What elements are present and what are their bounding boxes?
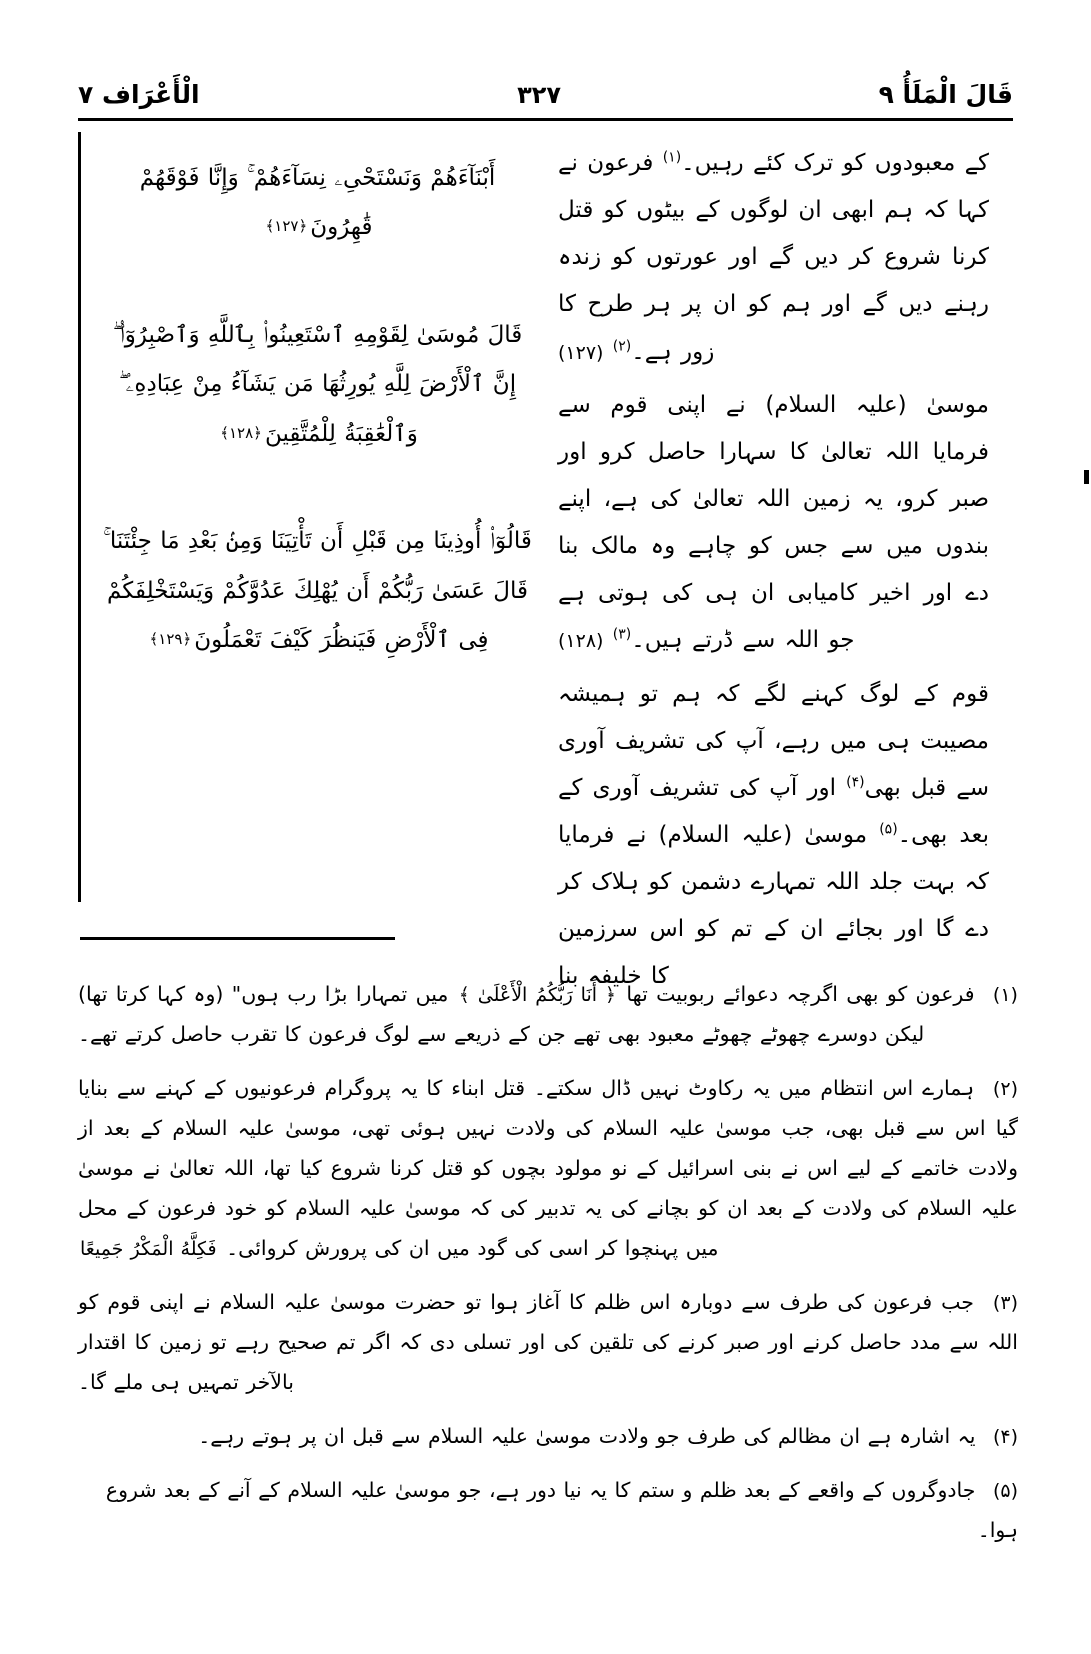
urdu-translation-column [548,132,1013,990]
header-surah-left: الْأَعْرَاف ٧ [78,79,200,109]
footnote-1-quran-quote: ﴿ أَنَا رَبُّكُمُ الْأَعْلَىٰ ﴾ [458,984,617,1006]
ayah-128 [103,311,532,459]
ayah-127-number: ﴿١٢٧﴾ [265,217,308,236]
footnote-4-part1: یہ اشارہ ہے ان مظالم کی طرف جو ولادت موسیٰ علیہ السلام سے قبل ان پر ہوتے رہے۔ [198,1423,976,1448]
urdu-text-b: فرعون نے کہا کہ ہم ابھی ان لوگوں کے بیٹوں کو قتل کرنا شروع کر دیں گے اور عورتوں کو زندہ رہنے دیں گے اور ہم کو ان پر ہر طرح کا زور ہے۔ [558,150,989,365]
urdu-text-e: اور آپ کی تشریف آوری کے بعد بھی۔ [558,774,990,848]
urdu-paragraph-129 [558,671,989,1001]
footnote-3 [78,1283,1018,1403]
ayah-128-number: ﴿١٢٨﴾ [220,423,262,442]
footnote-divider [80,937,395,940]
urdu-text-a: کے معبودوں کو ترک کئے رہیں۔ [681,150,989,176]
footnote-2-marker: (۲) [992,1077,1018,1100]
footnote-ref-1: (۱) [662,149,682,166]
page-header [78,62,1013,110]
footnote-ref-4: (۴) [846,774,865,791]
footnote-ref-3: (۳) [612,626,632,643]
urdu-text-f: موسیٰ (علیہ السلام) نے فرمایا کہ بہت جلد اللہ تمہارے دشمن کو ہلاک کر دے گا اور بجائے ان کے تم کو اس سرزمین کا خلیفہ بنا [558,821,989,990]
ayah-129-number: ﴿١٢٩﴾ [149,630,192,649]
verse-ref-128: (۱۲۸) [558,630,604,653]
ayah-129-text: قَالُوٓا۟ أُوذِينَا مِن قَبْلِ أَن تَأْتِيَنَا وَمِنۢ بَعْدِ مَا جِئْتَنَا ۚ قَالَ عَسَىٰ رَبُّكُمْ أَن يُهْلِكَ عَدُوَّكُمْ وَيَسْتَخْلِفَكُمْ فِى ٱلْأَرْضِ فَيَنظُرَ كَيْفَ تَعْمَلُونَ [103,528,532,654]
footnote-1-part1: فرعون کو بھی اگرچہ دعوائے ربوبیت تھا [626,982,975,1006]
verse-ref-127: (۱۲۷) [558,341,604,364]
arabic-verse-column [78,132,548,902]
ayah-129 [103,517,532,665]
footnote-5 [78,1471,1018,1551]
footnote-1-part2: میں تمہارا بڑا رب ہوں" (وہ کہا کرتا تھا) لیکن دوسرے چھوٹے چھوٹے معبود بھی تھے جن کے ذریعے سے لوگ فرعون کا تقرب حاصل کرتے تھے۔ [78,982,925,1046]
body-columns [78,132,1013,990]
footnote-5-part1: جادوگروں کے واقعے کے بعد ظلم و ستم کا یہ نیا دور ہے، جو موسیٰ علیہ السلام کے آنے کے بعد شروع ہوا۔ [105,1477,1018,1542]
page-edge-mark [1084,470,1089,484]
urdu-text-d: قوم کے لوگ کہنے لگے کہ ہم تو ہمیشہ مصیبت ہی میں رہے، آپ کی تشریف آوری سے قبل بھی [558,680,989,801]
page-number: ٣٢٧ [517,81,562,109]
footnotes-section [78,975,1018,1565]
urdu-paragraph-127 [558,140,989,376]
footnote-ref-2: (۲) [612,337,632,354]
ayah-128-text: قَالَ مُوسَىٰ لِقَوْمِهِ ٱسْتَعِينُوا۟ بِٱللَّهِ وَٱصْبِرُوٓا۟ ۖ إِنَّ ٱلْأَرْضَ لِلَّهِ يُورِثُهَا مَن يَشَآءُ مِنْ عِبَادِهِۦ ۖ وَٱلْعَٰقِبَةُ لِلْمُتَّقِينَ [112,321,523,447]
footnote-2 [78,1069,1018,1269]
footnote-2-part1: ہمارے اس انتظام میں یہ رکاوٹ نہیں ڈال سکتے۔ قتل ابناء کا یہ پروگرام فرعونیوں کے کہنے سے بنایا گیا اس سے قبل بھی، جب موسیٰ علیہ السلام کی ولادت نہیں ہوئی تھی، موسیٰ علیہ السلام کے بعد از ولادت خاتمے کے لیے اس نے بنی اسرائیل کے نو مولود بچوں کو قتل کرنا شروع کیا تھا، اللہ تعالیٰ نے موسیٰ علیہ السلام کی ولادت کے بعد ان کو بچانے کی یہ تدبیر کی کہ موسیٰ علیہ السلام کو خود فرعون کے محل میں پہنچوا کر اسی کی گود میں ان کی پرورش کروائی۔ [78,1075,1018,1260]
header-surah-right: قَالَ الْمَلَأُ ٩ [878,79,1013,109]
footnote-1 [78,975,1018,1055]
footnote-5-marker: (۵) [992,1479,1018,1502]
footnote-2-quran-quote: فَكِلَّهُ الْمَكْرُ جَمِيعًا [80,1237,217,1260]
urdu-text-c: موسیٰ (علیہ السلام) نے اپنی قوم سے فرمایا اللہ تعالیٰ کا سہارا حاصل کرو اور صبر کرو، یہ زمین اللہ تعالیٰ کی ہے، اپنے بندوں میں سے جس کو چاہے وہ مالک بنا دے اور اخیر کامیابی ان ہی کی ہوتی ہے جو اللہ سے ڈرتے ہیں۔ [558,391,989,654]
footnote-4 [78,1417,1018,1457]
footnote-4-marker: (۴) [992,1425,1018,1448]
footnote-ref-5: (۵) [879,821,898,838]
urdu-paragraph-128 [558,382,989,665]
ayah-127 [103,154,532,253]
footnote-3-marker: (۳) [992,1291,1018,1314]
footnote-1-marker: (۱) [992,984,1018,1006]
footnote-3-part1: جب فرعون کی طرف سے دوبارہ اس ظلم کا آغاز ہوا تو حضرت موسیٰ علیہ السلام نے اپنی قوم کو اللہ سے مدد حاصل کرنے اور صبر کرنے کی تلقین کی اور تسلی دی کہ اگر تم صحیح رہے تو زمین کا اقتدار بالآخر تمہیں ہی ملے گا۔ [78,1289,1018,1394]
ayah-127-text: أَبْنَآءَهُمْ وَنَسْتَحْىِۦ نِسَآءَهُمْ ۚ وَإِنَّا فَوْقَهُمْ قَٰهِرُونَ [139,165,496,241]
header-divider [78,118,1013,121]
